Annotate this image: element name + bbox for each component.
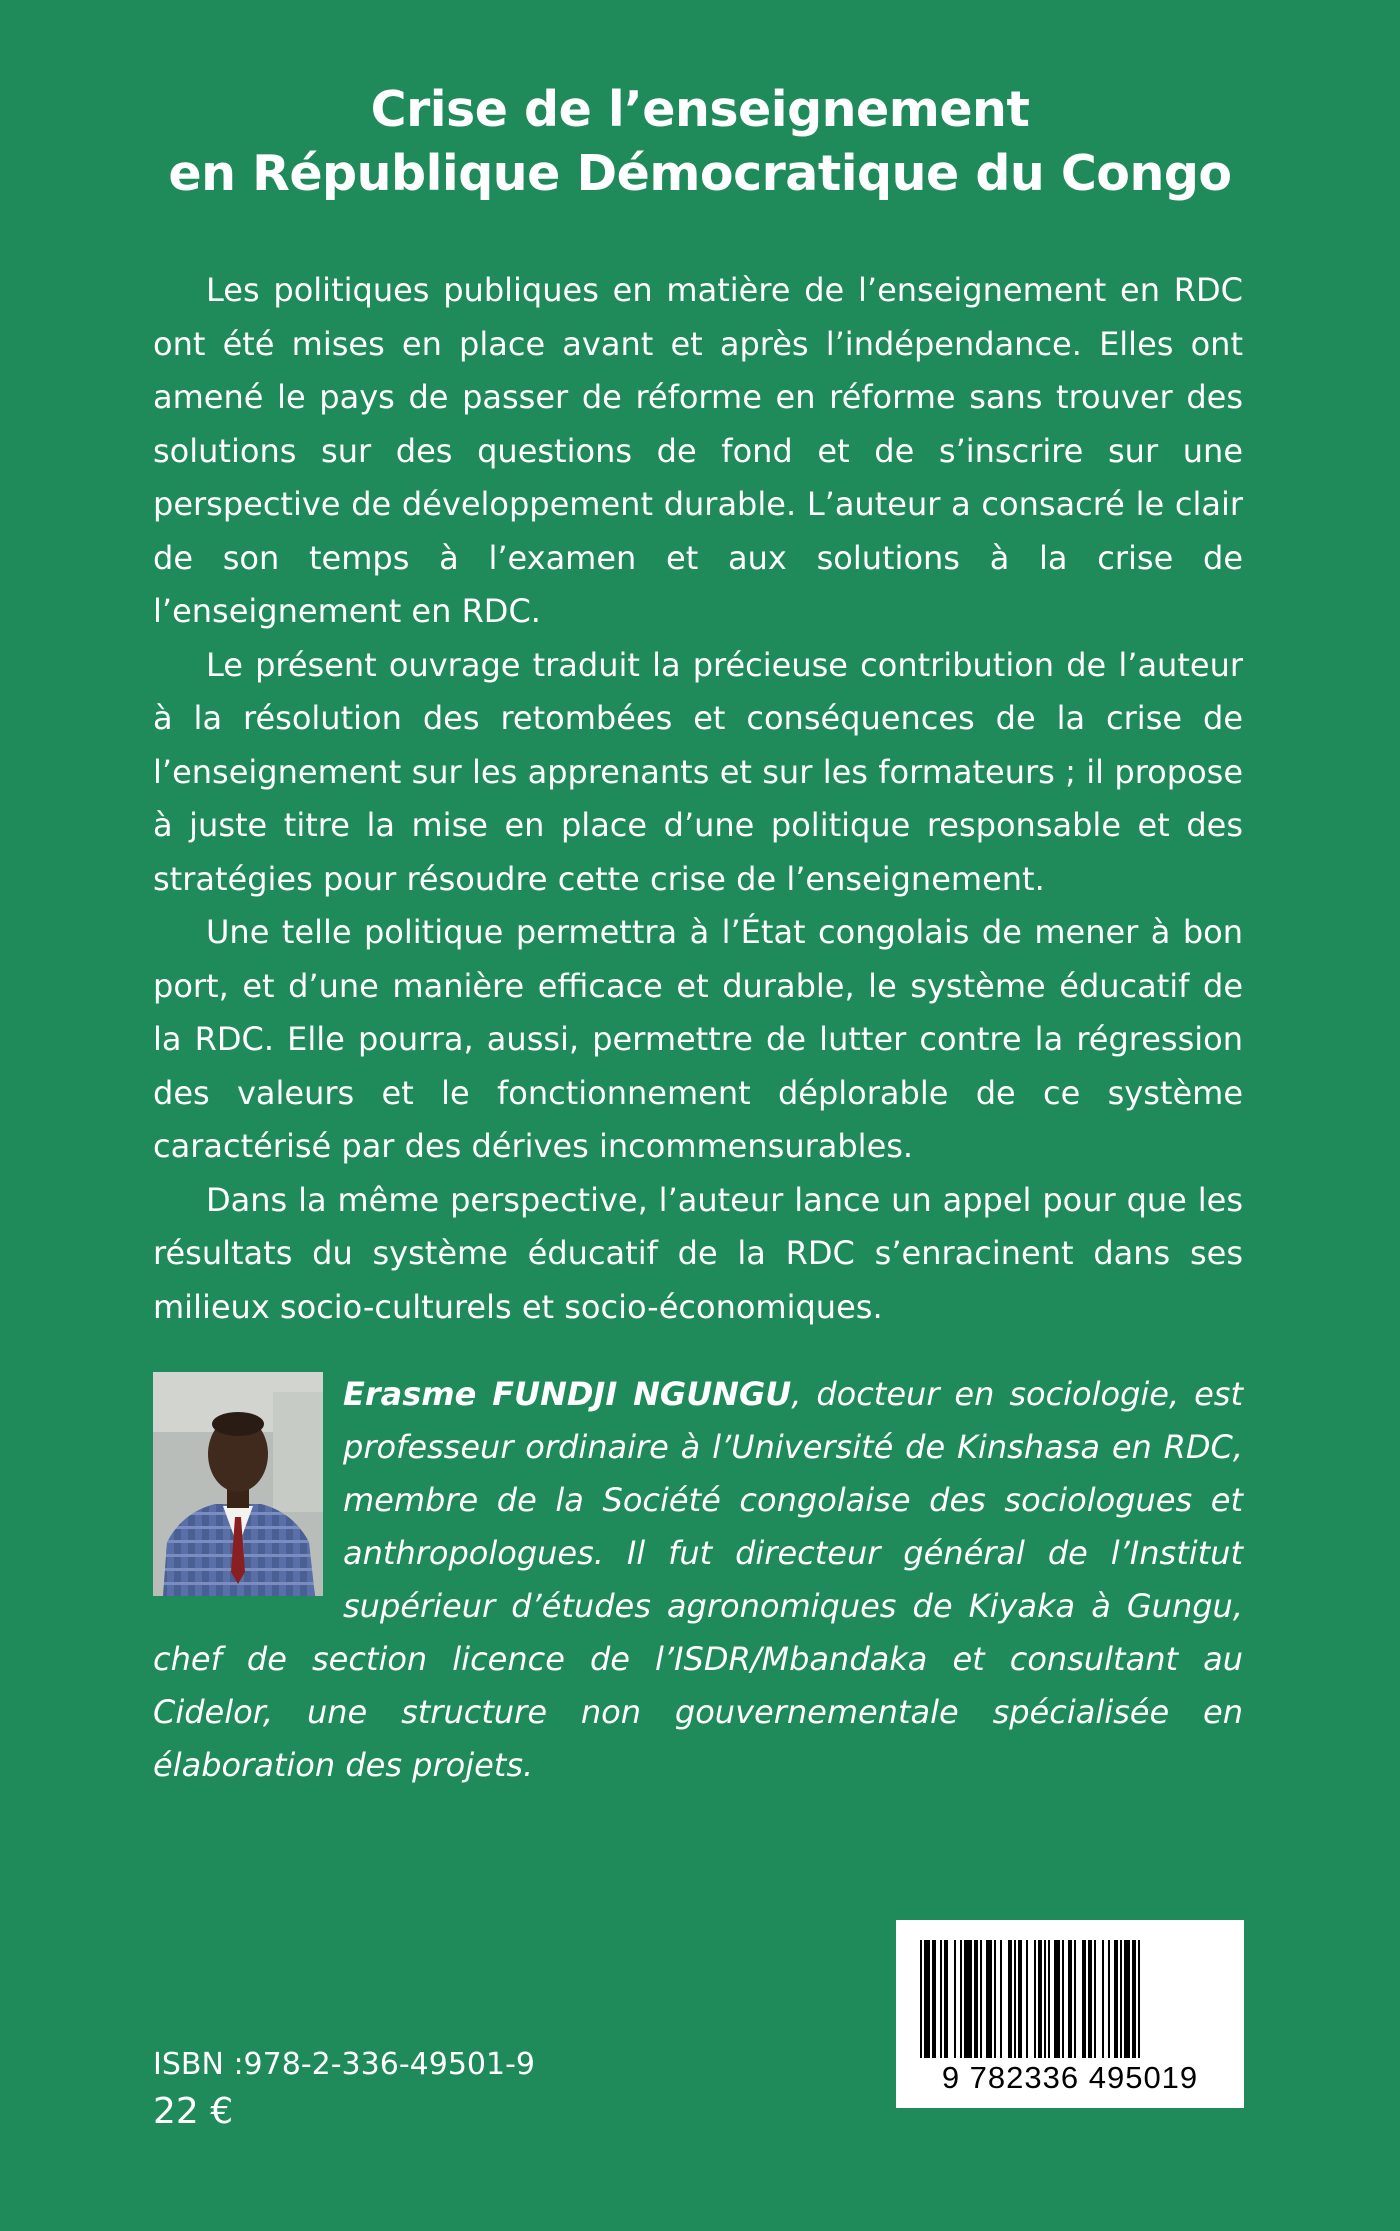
barcode-bar xyxy=(1008,1940,1012,2058)
barcode-bar xyxy=(986,1940,992,2058)
barcode-bar xyxy=(944,1940,948,2058)
barcode-bar xyxy=(1034,1940,1036,2058)
book-title-line-2: en République Démocratique du Congo xyxy=(168,145,1232,202)
author-name: Erasme FUNDJI NGUNGU xyxy=(343,1375,792,1413)
book-title-line-1: Crise de l’enseignement xyxy=(370,81,1030,138)
isbn: ISBN :978-2-336-49501-9 xyxy=(153,2047,535,2082)
barcode-bar xyxy=(1088,1940,1092,2058)
blurb-paragraph-2: Le présent ouvrage traduit la précieuse contribution de l’auteur à la résolution des retombées et conséquences de la crise de l’enseignement sur les apprenants et sur les formateurs ; il propose à juste titre la mise en place d’une politique responsable et des stratégies pour résoudre cette crise de l’enseignement. xyxy=(153,645,1243,898)
barcode-bar xyxy=(1120,1940,1122,2058)
barcode-bar xyxy=(1062,1940,1064,2058)
barcode-bar xyxy=(1000,1940,1002,2058)
blurb-paragraph-4: Dans la même perspective, l’auteur lance un appel pour que les résultats du système éducatif de la RDC s’enracinent dans ses milieux socio-culturels et socio-économiques. xyxy=(153,1180,1243,1326)
barcode-digits: 9 782336 495019 xyxy=(941,2060,1199,2095)
barcode-bar xyxy=(994,1940,996,2058)
barcode-bar xyxy=(974,1940,978,2058)
barcode-bar xyxy=(980,1940,982,2058)
book-title xyxy=(100,78,1300,206)
barcode-bar xyxy=(1068,1940,1072,2058)
barcode-bar xyxy=(920,1940,922,2058)
barcode-bar xyxy=(1102,1940,1104,2058)
barcode-bar xyxy=(1108,1940,1110,2058)
barcode-bar xyxy=(960,1940,962,2058)
barcode-bar xyxy=(924,1940,930,2058)
blurb xyxy=(153,264,1243,1334)
barcode xyxy=(896,1920,1244,2108)
barcode-bar xyxy=(1044,1940,1046,2058)
barcode-bars xyxy=(918,1940,1222,2058)
barcode-bar xyxy=(1082,1940,1086,2058)
barcode-bar xyxy=(1048,1940,1050,2058)
blurb-paragraph-1: Les politiques publiques en matière de l’enseignement en RDC ont été mises en place avant et après l’indépendance. Elles ont amené le pays de passer de réforme en réforme sans trouver des solutions sur des questions de fond et de s’inscrire sur une perspective de développement durable. L’auteur a consacré le clair de son temps à l’examen et aux solutions à la crise de l’enseignement en RDC. xyxy=(153,271,1243,630)
barcode-bar xyxy=(1026,1940,1028,2058)
barcode-bar xyxy=(1018,1940,1022,2058)
barcode-bar xyxy=(940,1940,942,2058)
barcode-bar xyxy=(1038,1940,1042,2058)
author-photo xyxy=(153,1372,323,1596)
barcode-bar xyxy=(1014,1940,1016,2058)
barcode-bar xyxy=(1094,1940,1096,2058)
barcode-bar xyxy=(1054,1940,1060,2058)
barcode-bar xyxy=(932,1940,936,2058)
price: 22 € xyxy=(153,2091,234,2132)
barcode-bar xyxy=(954,1940,956,2058)
barcode-bar xyxy=(1132,1940,1136,2058)
blurb-paragraph-3: Une telle politique permettra à l’État congolais de mener à bon port, et d’une manière efficace et durable, le système éducatif de la RDC. Elle pourra, aussi, permettre de lutter contre la régression des valeurs et le fonctionnement déplorable de ce système caractérisé par des dérives incommensurables. xyxy=(153,913,1243,1165)
barcode-bar xyxy=(1074,1940,1076,2058)
barcode-bar xyxy=(1138,1940,1140,2058)
author-section xyxy=(153,1368,1243,1792)
author-bio: , docteur en sociologie, est professeur ordinaire à l’Université de Kinshasa en RDC, membre de la Société congolaise des sociologues et anthropologues. Il fut directeur général de l’Institut supérieur d’études agronomiques de Kiyaka à Gungu, chef de section licence de l’ISDR/Mbandaka et consultant au Cidelor, une structure non gouvernementale spécialisée en élaboration des projets. xyxy=(153,1375,1243,1784)
barcode-bar xyxy=(1114,1940,1118,2058)
barcode-bar xyxy=(964,1940,972,2058)
barcode-bar xyxy=(1124,1940,1130,2058)
